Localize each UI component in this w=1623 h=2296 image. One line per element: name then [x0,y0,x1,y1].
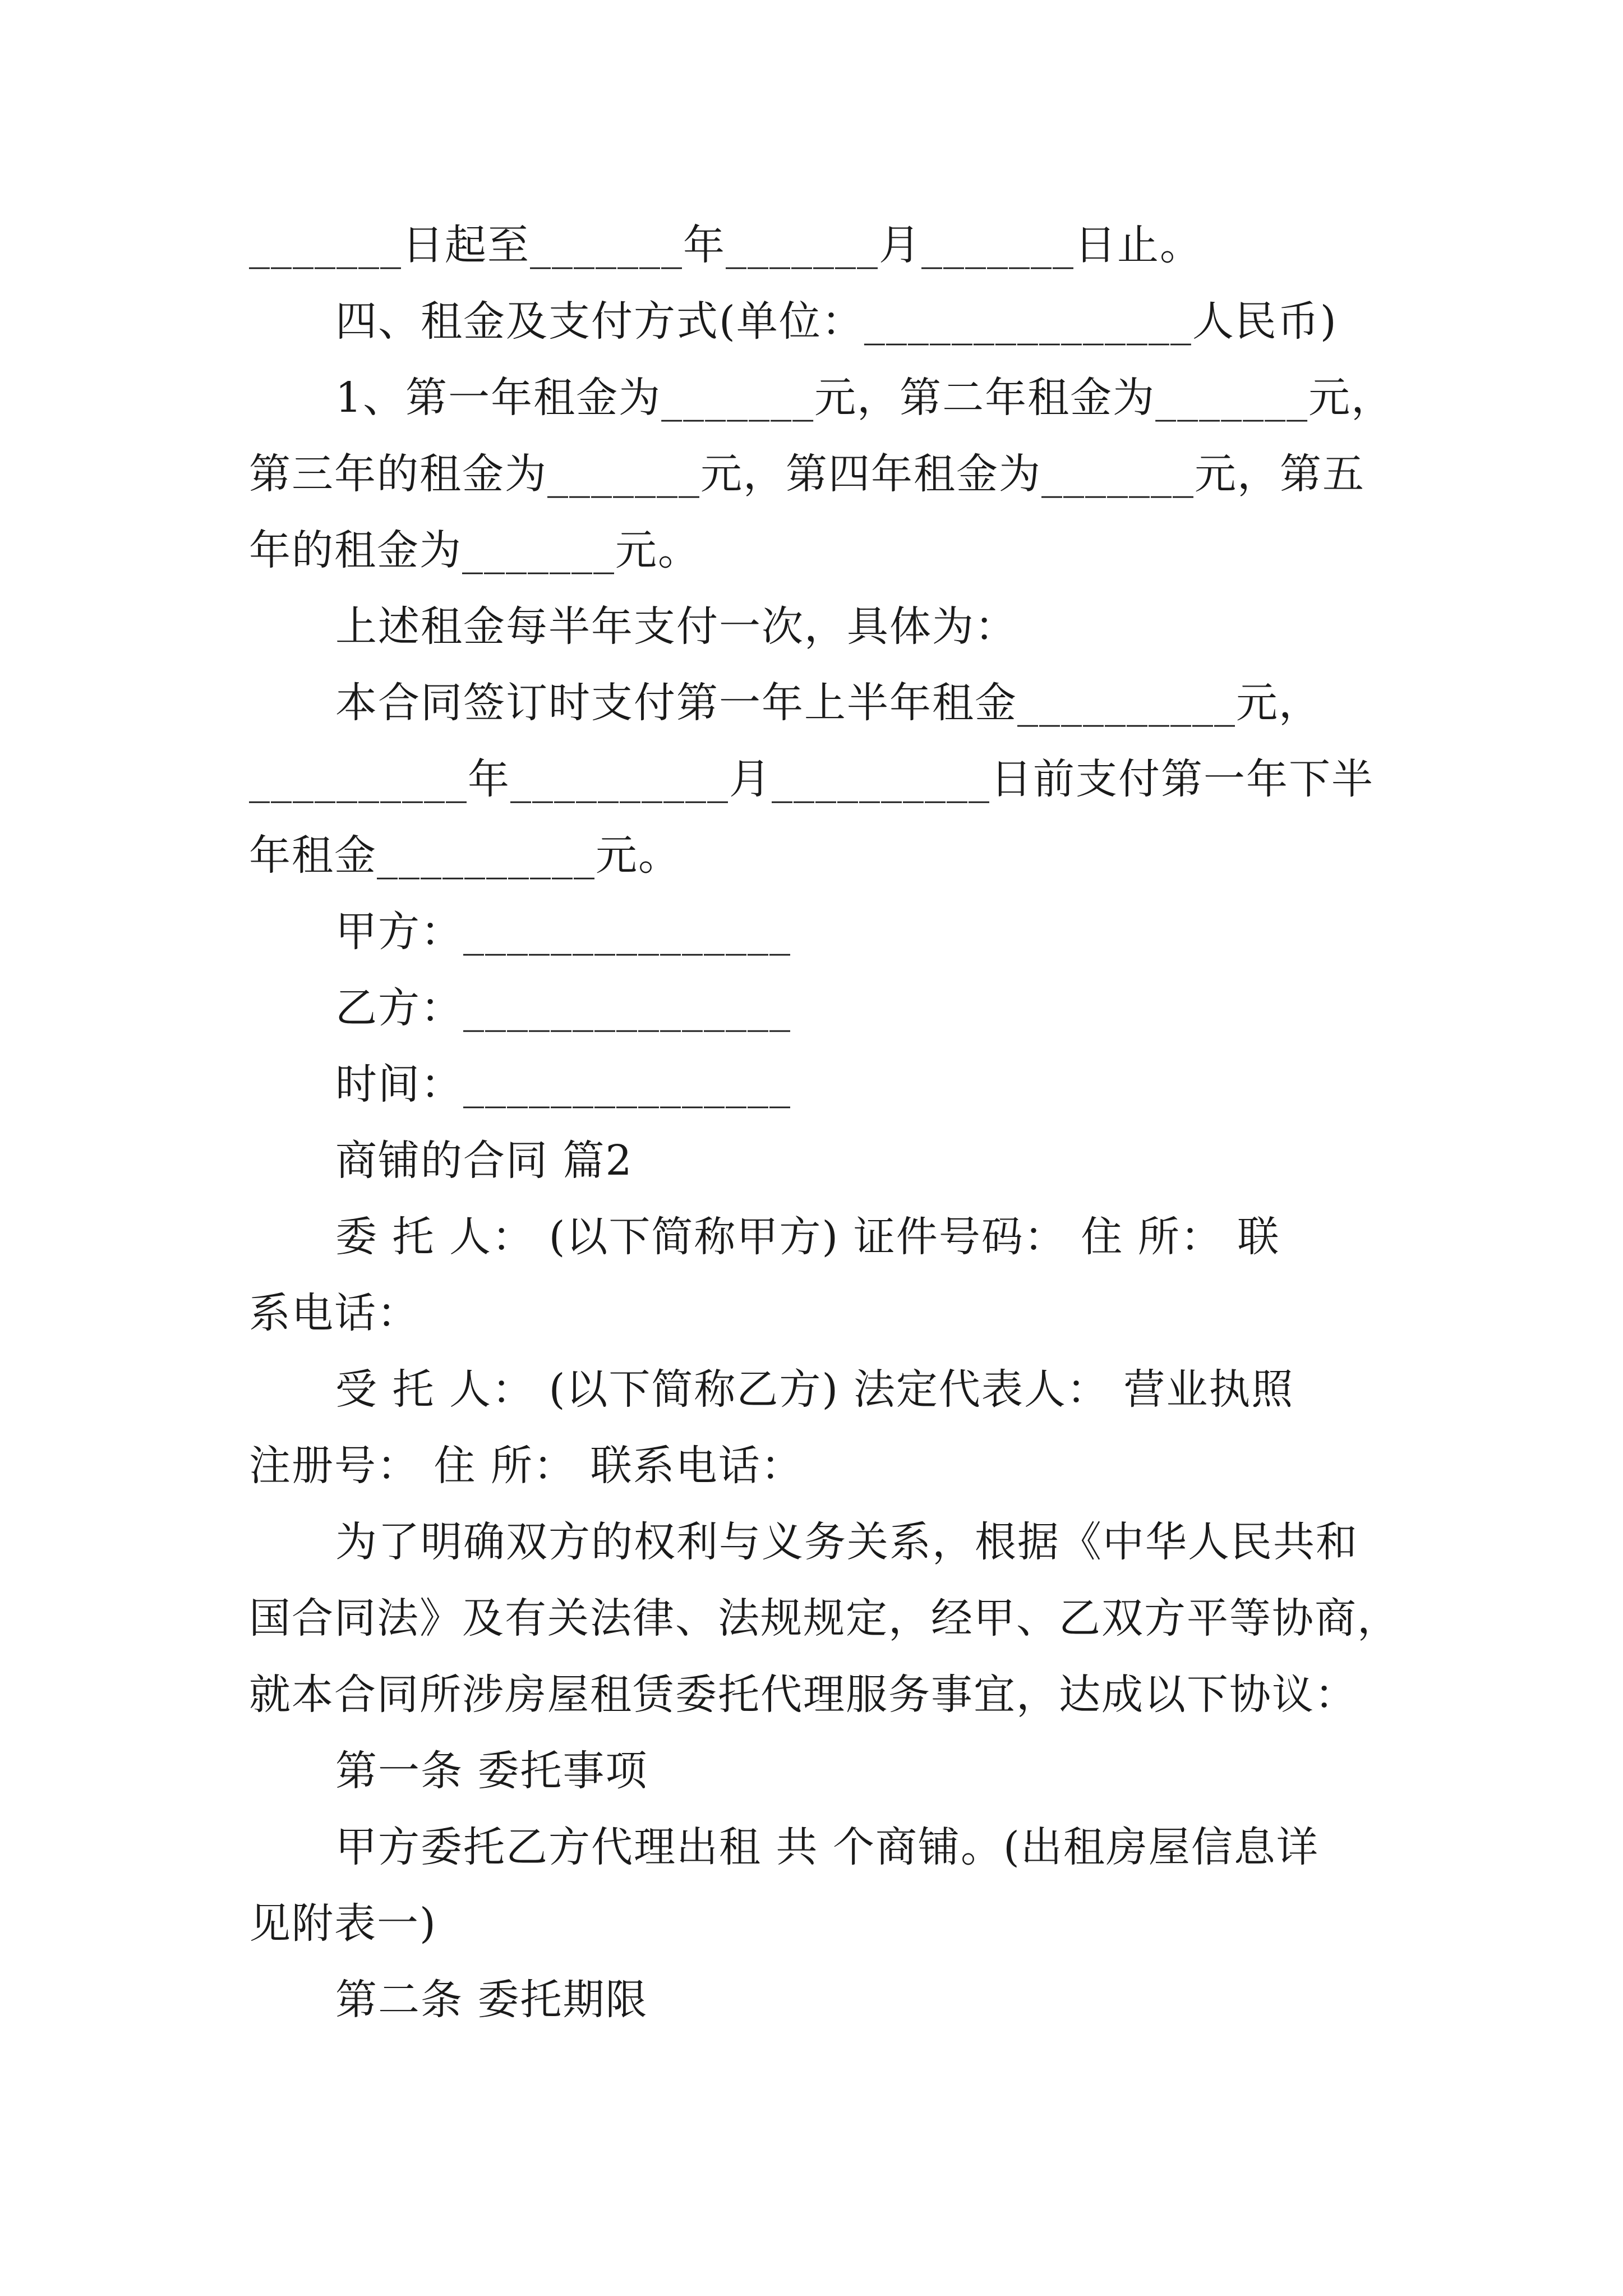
text-line: 第三年的租金为_______元，第四年租金为_______元，第五 [249,450,1365,498]
text-line: 委 托 人： (以下简称甲方) 证件号码： 住 所： 联 [335,1213,1280,1261]
article-heading: 第一条 委托事项 [335,1747,648,1795]
text-line: _______日起至_______年_______月_______日止。 [249,221,1202,269]
text-line: 见附表一) [249,1899,437,1948]
text-line: 四、租金及支付方式(单位：_______________人民币) [335,297,1338,346]
text-line: 国合同法》及有关法律、法规规定，经甲、乙双方平等协商， [249,1594,1400,1642]
text-line: 受 托 人： (以下简称乙方) 法定代表人： 营业执照 [335,1365,1294,1414]
text-line: 年的租金为_______元。 [249,526,700,574]
text-line: 系电话： [249,1289,419,1337]
text-line: 1、第一年租金为_______元，第二年租金为_______元， [335,374,1394,422]
section-heading: 商铺的合同 篇2 [335,1137,633,1185]
text-line: __________年__________月__________日前支付第一年下半 [249,755,1374,803]
text-line: 为了明确双方的权利与义务关系，根据《中华人民共和 [335,1518,1358,1566]
text-line: 就本合同所涉房屋租赁委托代理服务事宜，达成以下协议： [249,1671,1357,1719]
signature-line-date: 时间：_______________ [335,1060,791,1108]
text-line: 注册号： 住 所： 联系电话： [249,1442,804,1490]
text-line: 上述租金每半年支付一次，具体为： [335,602,1017,651]
text-line: 甲方委托乙方代理出租 共 个商铺。(出租房屋信息详 [335,1823,1319,1871]
signature-line-party-a: 甲方：_______________ [335,908,791,956]
article-heading: 第二条 委托期限 [335,1976,648,2024]
text-line: 年租金__________元。 [249,831,681,880]
signature-line-party-b: 乙方：_______________ [335,984,791,1032]
text-line: 本合同签订时支付第一年上半年租金__________元， [335,679,1321,727]
